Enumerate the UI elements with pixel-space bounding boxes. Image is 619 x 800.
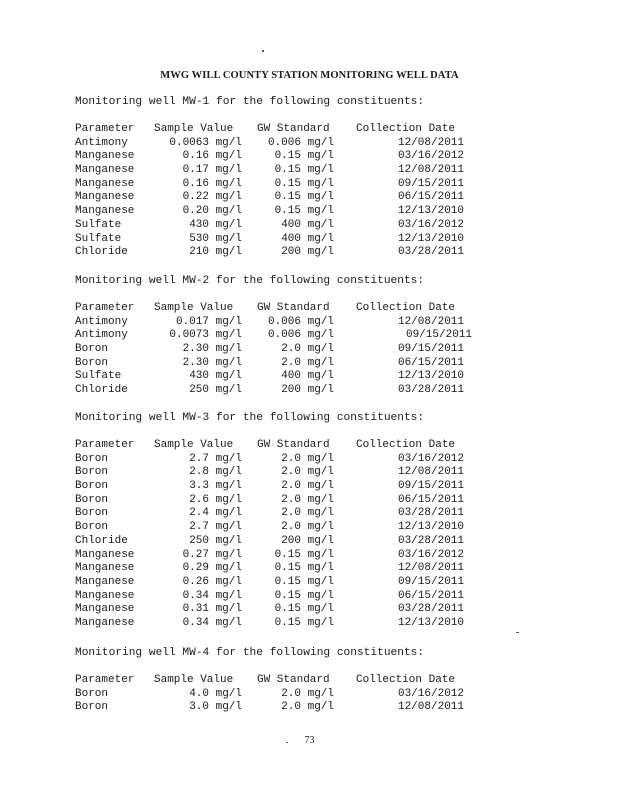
table-header-row [0, 123, 619, 137]
cell-gw-standard: 0.15 mg/l [274, 191, 334, 204]
cell-collection-date: 03/28/2011 [397, 246, 464, 259]
section-heading: Monitoring well MW-1 for the following constituents: [75, 96, 425, 108]
cell-parameter: Manganese [75, 191, 135, 204]
table-row [0, 150, 619, 164]
column-header-collection-date: Collection Date [356, 439, 456, 451]
cell-gw-standard: 2.0 mg/l [281, 466, 334, 479]
cell-collection-date: 03/16/2012 [397, 452, 464, 465]
cell-gw-standard: 2.0 mg/l [281, 521, 334, 534]
cell-gw-standard: 0.15 mg/l [274, 616, 334, 629]
cell-parameter: Manganese [75, 589, 135, 602]
cell-sample-value: 0.31 mg/l [182, 603, 242, 616]
cell-gw-standard: 0.15 mg/l [274, 548, 334, 561]
cell-parameter: Chloride [75, 384, 128, 397]
cell-parameter: Manganese [75, 616, 135, 629]
cell-gw-standard: 0.15 mg/l [274, 205, 334, 218]
table-row [0, 164, 619, 178]
cell-collection-date: 12/13/2010 [397, 370, 464, 383]
column-header-gw-standard: GW Standard [257, 439, 330, 451]
cell-collection-date: 03/16/2012 [397, 548, 464, 561]
table-row [0, 688, 619, 702]
table-row [0, 480, 619, 494]
cell-sample-value: 210 mg/l [189, 246, 242, 259]
cell-collection-date: 03/16/2012 [397, 218, 464, 231]
cell-gw-standard: 2.0 mg/l [281, 701, 334, 714]
column-header-sample-value: Sample Value [154, 674, 234, 686]
cell-gw-standard: 0.15 mg/l [274, 562, 334, 575]
table-header-row [0, 674, 619, 688]
cell-gw-standard: 200 mg/l [281, 246, 334, 259]
table-row [0, 590, 619, 604]
table-row [0, 562, 619, 576]
cell-sample-value: 250 mg/l [189, 534, 242, 547]
cell-parameter: Boron [75, 687, 109, 700]
section-heading: Monitoring well MW-4 for the following constituents: [75, 647, 425, 659]
column-header-collection-date: Collection Date [356, 302, 456, 314]
cell-collection-date: 12/08/2011 [397, 701, 464, 714]
data-table [0, 674, 619, 715]
column-header-sample-value: Sample Value [154, 123, 234, 135]
cell-parameter: Sulfate [75, 218, 122, 231]
cell-sample-value: 250 mg/l [189, 384, 242, 397]
cell-parameter: Boron [75, 507, 109, 520]
column-header-gw-standard: GW Standard [257, 302, 330, 314]
document-title: MWG WILL COUNTY STATION MONITORING WELL DATA [160, 70, 459, 81]
cell-gw-standard: 0.006 mg/l [267, 329, 334, 342]
table-row [0, 603, 619, 617]
table-row [0, 535, 619, 549]
column-header-parameter: Parameter [75, 123, 135, 135]
column-header-gw-standard: GW Standard [257, 674, 330, 686]
cell-collection-date: 12/08/2011 [397, 136, 464, 149]
cell-collection-date: 06/15/2011 [397, 589, 464, 602]
scan-speck [262, 50, 264, 52]
cell-gw-standard: 0.15 mg/l [274, 177, 334, 190]
cell-sample-value: 0.16 mg/l [182, 150, 242, 163]
cell-sample-value: 2.7 mg/l [189, 521, 242, 534]
cell-collection-date: 06/15/2011 [397, 356, 464, 369]
cell-gw-standard: 400 mg/l [281, 370, 334, 383]
section-heading: Monitoring well MW-2 for the following constituents: [75, 275, 425, 287]
cell-sample-value: 0.20 mg/l [182, 205, 242, 218]
cell-collection-date: 12/13/2010 [397, 521, 464, 534]
cell-collection-date: 09/15/2011 [397, 480, 464, 493]
cell-parameter: Manganese [75, 548, 135, 561]
cell-collection-date: 03/16/2012 [397, 687, 464, 700]
table-row [0, 246, 619, 260]
cell-sample-value: 0.34 mg/l [182, 616, 242, 629]
column-header-collection-date: Collection Date [356, 123, 456, 135]
cell-sample-value: 2.4 mg/l [189, 507, 242, 520]
cell-collection-date: 12/08/2011 [397, 164, 464, 177]
table-row [0, 617, 619, 631]
cell-collection-date: 12/13/2010 [397, 616, 464, 629]
column-header-parameter: Parameter [75, 302, 135, 314]
cell-collection-date: 12/08/2011 [397, 315, 464, 328]
cell-parameter: Antimony [75, 315, 128, 328]
cell-gw-standard: 0.006 mg/l [267, 136, 334, 149]
table-row [0, 384, 619, 398]
cell-gw-standard: 200 mg/l [281, 384, 334, 397]
cell-parameter: Manganese [75, 562, 135, 575]
section-heading: Monitoring well MW-3 for the following constituents: [75, 412, 425, 424]
cell-collection-date: 09/15/2011 [405, 329, 472, 342]
table-header-row [0, 302, 619, 316]
cell-sample-value: 0.29 mg/l [182, 562, 242, 575]
column-header-sample-value: Sample Value [154, 439, 234, 451]
table-row [0, 191, 619, 205]
data-table [0, 439, 619, 631]
cell-gw-standard: 2.0 mg/l [281, 507, 334, 520]
cell-parameter: Manganese [75, 164, 135, 177]
page-number: 73 [304, 735, 315, 746]
cell-collection-date: 12/08/2011 [397, 562, 464, 575]
cell-parameter: Chloride [75, 246, 128, 259]
cell-parameter: Boron [75, 480, 109, 493]
cell-parameter: Manganese [75, 177, 135, 190]
data-table [0, 123, 619, 260]
column-header-parameter: Parameter [75, 674, 135, 686]
table-row [0, 494, 619, 508]
cell-gw-standard: 0.006 mg/l [267, 315, 334, 328]
cell-sample-value: 0.22 mg/l [182, 191, 242, 204]
cell-parameter: Boron [75, 493, 109, 506]
table-row [0, 549, 619, 563]
cell-collection-date: 06/15/2011 [397, 493, 464, 506]
table-row [0, 219, 619, 233]
table-row [0, 521, 619, 535]
cell-collection-date: 09/15/2011 [397, 575, 464, 588]
cell-parameter: Boron [75, 466, 109, 479]
cell-sample-value: 2.30 mg/l [182, 343, 242, 356]
cell-collection-date: 12/13/2010 [397, 232, 464, 245]
cell-gw-standard: 2.0 mg/l [281, 480, 334, 493]
cell-sample-value: 0.16 mg/l [182, 177, 242, 190]
cell-sample-value: 2.8 mg/l [189, 466, 242, 479]
cell-parameter: Sulfate [75, 232, 122, 245]
cell-parameter: Manganese [75, 603, 135, 616]
cell-gw-standard: 2.0 mg/l [281, 452, 334, 465]
cell-collection-date: 12/13/2010 [397, 205, 464, 218]
table-row [0, 576, 619, 590]
cell-collection-date: 03/16/2012 [397, 150, 464, 163]
table-row [0, 701, 619, 715]
cell-gw-standard: 0.15 mg/l [274, 575, 334, 588]
table-row [0, 233, 619, 247]
cell-collection-date: 09/15/2011 [397, 343, 464, 356]
cell-gw-standard: 400 mg/l [281, 218, 334, 231]
cell-collection-date: 03/28/2011 [397, 534, 464, 547]
table-row [0, 178, 619, 192]
cell-collection-date: 12/08/2011 [397, 466, 464, 479]
cell-gw-standard: 0.15 mg/l [274, 150, 334, 163]
table-row [0, 329, 619, 343]
cell-gw-standard: 400 mg/l [281, 232, 334, 245]
cell-gw-standard: 0.15 mg/l [274, 603, 334, 616]
cell-gw-standard: 2.0 mg/l [281, 687, 334, 700]
cell-parameter: Boron [75, 521, 109, 534]
cell-sample-value: 0.34 mg/l [182, 589, 242, 602]
table-row [0, 507, 619, 521]
cell-sample-value: 2.7 mg/l [189, 452, 242, 465]
column-header-sample-value: Sample Value [154, 302, 234, 314]
cell-sample-value: 0.0073 mg/l [169, 329, 242, 342]
table-row [0, 316, 619, 330]
cell-collection-date: 06/15/2011 [397, 191, 464, 204]
column-header-gw-standard: GW Standard [257, 123, 330, 135]
cell-gw-standard: 0.15 mg/l [274, 589, 334, 602]
column-header-parameter: Parameter [75, 439, 135, 451]
cell-sample-value: 4.0 mg/l [189, 687, 242, 700]
cell-collection-date: 03/28/2011 [397, 384, 464, 397]
cell-gw-standard: 2.0 mg/l [281, 493, 334, 506]
cell-collection-date: 03/28/2011 [397, 603, 464, 616]
cell-gw-standard: 2.0 mg/l [281, 356, 334, 369]
cell-parameter: Boron [75, 452, 109, 465]
cell-sample-value: 530 mg/l [189, 232, 242, 245]
column-header-collection-date: Collection Date [356, 674, 456, 686]
table-row [0, 343, 619, 357]
table-row [0, 357, 619, 371]
cell-parameter: Manganese [75, 150, 135, 163]
cell-parameter: Antimony [75, 136, 128, 149]
data-table [0, 302, 619, 398]
cell-sample-value: 0.27 mg/l [182, 548, 242, 561]
cell-sample-value: 430 mg/l [189, 370, 242, 383]
cell-sample-value: 0.017 mg/l [175, 315, 242, 328]
cell-sample-value: 430 mg/l [189, 218, 242, 231]
cell-gw-standard: 2.0 mg/l [281, 343, 334, 356]
cell-sample-value: 0.26 mg/l [182, 575, 242, 588]
cell-gw-standard: 200 mg/l [281, 534, 334, 547]
cell-parameter: Manganese [75, 205, 135, 218]
cell-sample-value: 2.30 mg/l [182, 356, 242, 369]
cell-sample-value: 0.0063 mg/l [169, 136, 242, 149]
cell-gw-standard: 0.15 mg/l [274, 164, 334, 177]
cell-sample-value: 3.0 mg/l [189, 701, 242, 714]
table-row [0, 370, 619, 384]
cell-collection-date: 03/28/2011 [397, 507, 464, 520]
cell-parameter: Chloride [75, 534, 128, 547]
cell-parameter: Boron [75, 701, 109, 714]
table-row [0, 137, 619, 151]
cell-sample-value: 2.6 mg/l [189, 493, 242, 506]
cell-sample-value: 3.3 mg/l [189, 480, 242, 493]
table-row [0, 453, 619, 467]
cell-parameter: Boron [75, 343, 109, 356]
cell-sample-value: 0.17 mg/l [182, 164, 242, 177]
cell-parameter: Manganese [75, 575, 135, 588]
table-header-row [0, 439, 619, 453]
cell-parameter: Sulfate [75, 370, 122, 383]
cell-parameter: Boron [75, 356, 109, 369]
scan-speck [516, 632, 519, 633]
table-row [0, 466, 619, 480]
cell-collection-date: 09/15/2011 [397, 177, 464, 190]
cell-parameter: Antimony [75, 329, 128, 342]
table-row [0, 205, 619, 219]
